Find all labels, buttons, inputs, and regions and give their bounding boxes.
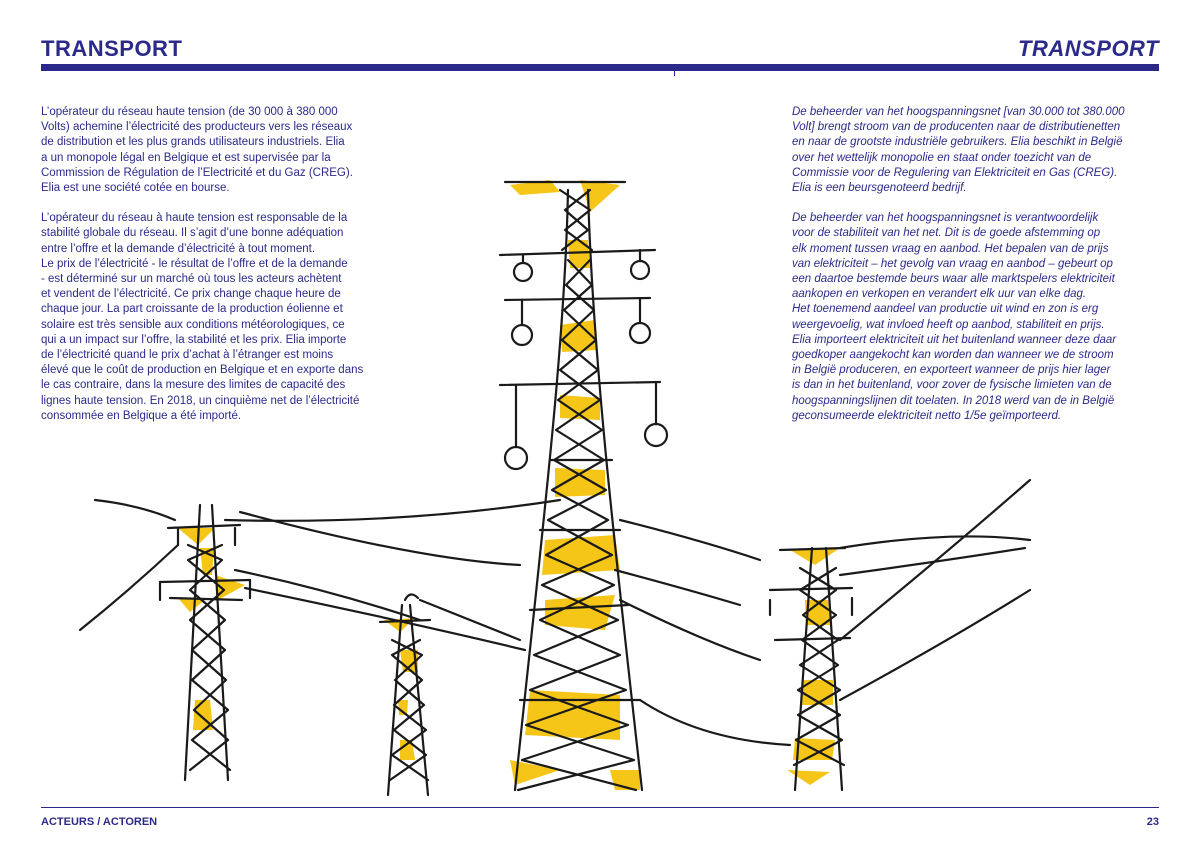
footer-section-label: ACTEURS / ACTOREN <box>41 816 158 828</box>
pylons-illustration <box>0 160 1200 810</box>
yellow-fills <box>178 180 840 790</box>
footer-rule <box>41 807 1159 808</box>
french-paragraph-2: L’opérateur du réseau à haute tension est responsable de la stabilité globale du réseau. Il s’agit d’une bonne adéquation entre l’offre et la demande d’électricité à tout moment. Le prix de l’électricité - le résultat de l’offre et de la demande - est déterminé sur un marché où tous les acteurs achètent et vendent de l’électricité. Ce prix change chaque heure de chaque jour. La part croissante de la production éolienne et solaire est très sensible aux conditions météorologiques, ce qui a un impact sur l’offre, la stabilité et les prix. Elia importe de l’électricité quand le prix d’achat à l’étranger est moins élevé que le coût de production en Belgique et en exporte dans le cas contraire, dans la mesure des limites de capacité des lignes haute tension. En 2018, un cinquième net de l’électricité consommée en Belgique a été importé. <box>41 212 364 422</box>
french-paragraph-1: L’opérateur du réseau haute tension (de 30 000 à 380 000 Volts) achemine l’électricité des producteurs vers les réseaux de distribution et les plus grands utilisateurs industriels. Elia a un monopole légal en Belgique et est supervisée par la Commission de Régulation de l’Electricité et du Gaz (CREG). Elia est une société cotée en bourse. <box>41 106 353 195</box>
page-number: 23 <box>1146 816 1159 828</box>
header-rule <box>41 64 1159 71</box>
page-title-right: TRANSPORT <box>1018 36 1159 61</box>
center-tick-mark <box>674 71 675 76</box>
dutch-paragraph-1: De beheerder van het hoogspanningsnet [van 30.000 tot 380.000 Volt] brengt stroom van de producenten naar de distributienetten en naar de grootste industriële gebruikers. Elia beschikt in België over het wettelijk monopolie en staat onder toezicht van de Commissie voor de Regulering van Elektriciteit en Gas (CREG). Elia is een beursgenoteerd bedrijf. <box>792 106 1125 195</box>
page-title-left: TRANSPORT <box>41 36 183 61</box>
dutch-paragraph-2: De beheerder van het hoogspanningsnet is verantwoordelijk voor de stabiliteit van het net. Dit is de goede afstemming op elk moment tussen vraag en aanbod. Het bepalen van de prijs van elektriciteit – het gevolg van vraag en aanbod – gebeurt op een daartoe bestemde beurs waar alle marktspelers elektriciteit aankopen en verkopen en verandert elk uur van elke dag. Het toenemend aandeel van productie uit wind en zon is erg weergevoelig, wat invloed heeft op aanbod, stabiliteit en prijs. Elia importeert elektriciteit uit het buitenland wanneer deze daar goedkoper aangekocht kan worden dan wanneer we de stroom in België produceren, en exporteert wanneer de prijs hier lager is dan in het buitenland, voor zover de fysische limieten van de hoogspanningslijnen dit toelaten. In 2018 werd van de in België geconsumeerde elektriciteit netto 1/5e geïmporteerd. <box>792 212 1117 422</box>
